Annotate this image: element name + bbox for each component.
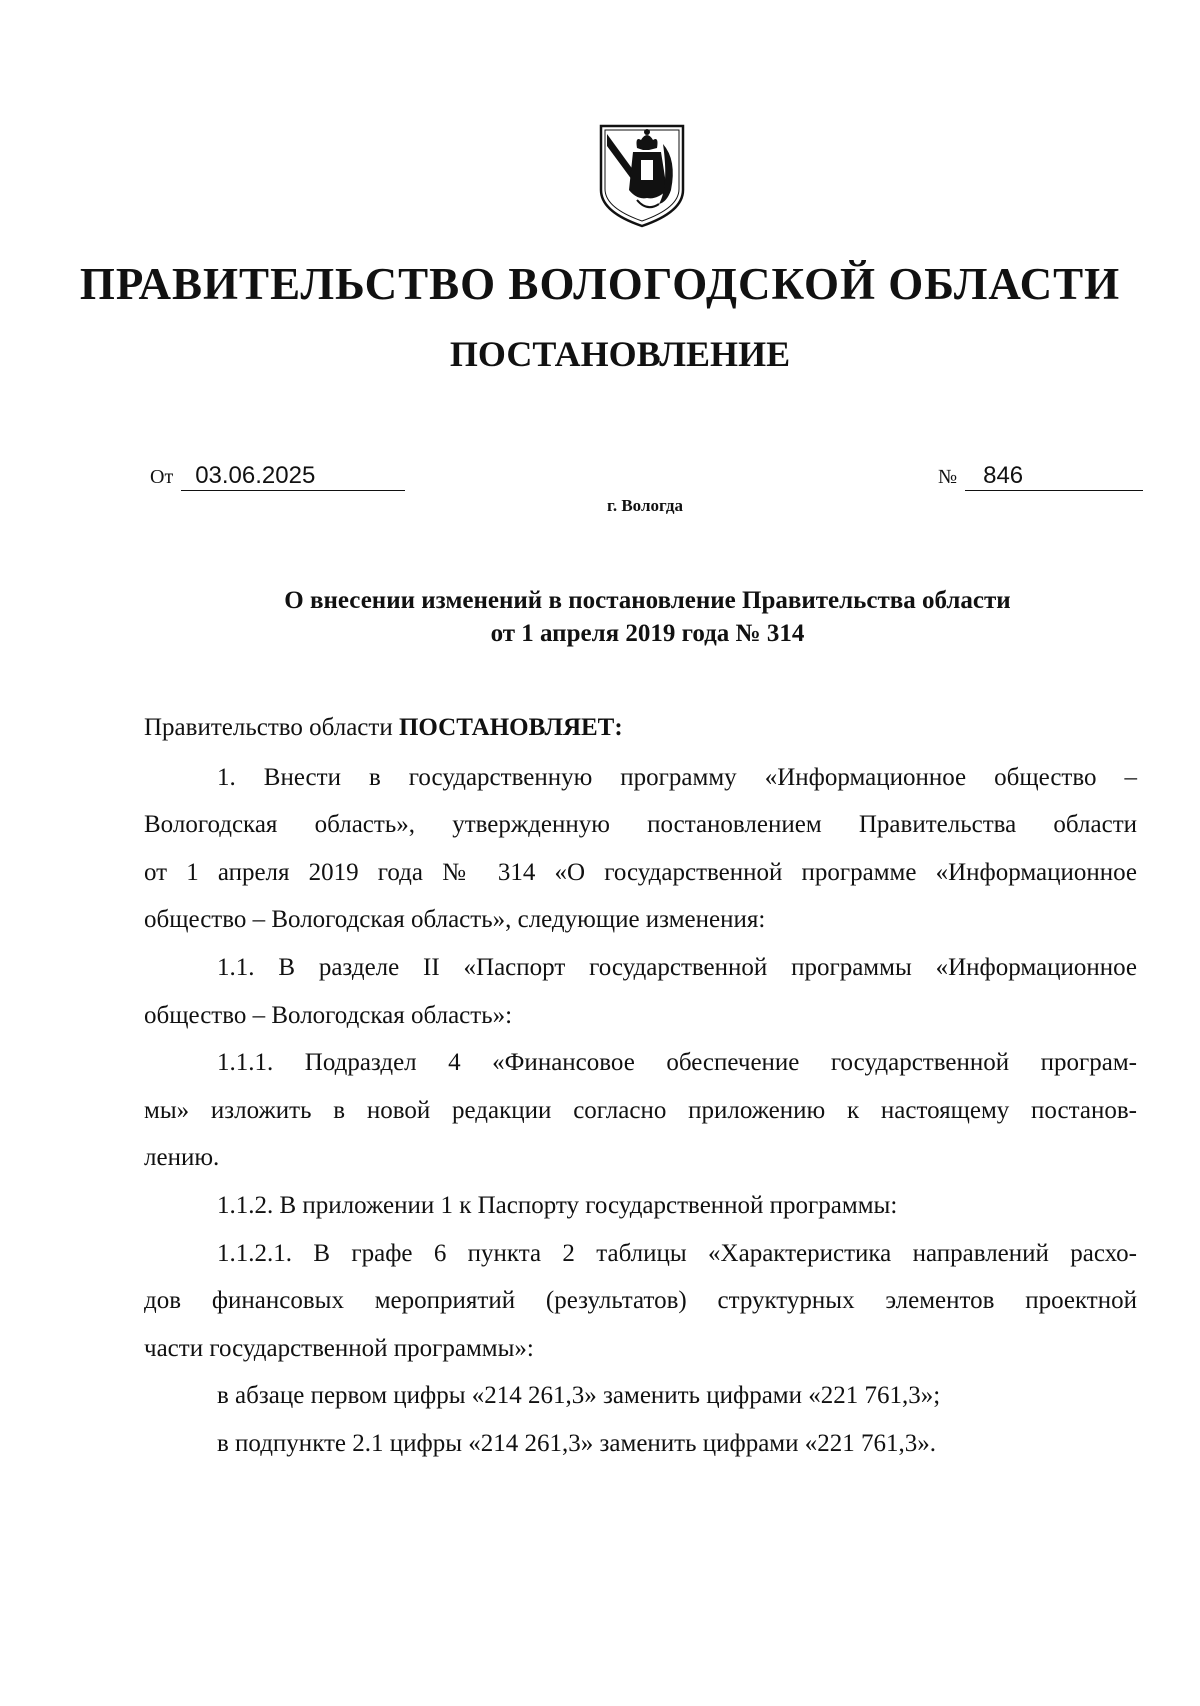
coat-of-arms-icon [597,120,687,230]
number-value: 846 [965,462,1143,491]
paragraph-5 [144,1230,1137,1373]
paragraph-line: общество – Вологодская область»: [144,1001,513,1029]
paragraph-line: лению. [144,1144,220,1172]
paragraph-3 [144,1039,1137,1182]
intro-text: Правительство области [144,714,399,741]
date-value: 03.06.2025 [181,462,405,491]
subject-line-2: от 1 апреля 2019 года № 314 [490,620,805,647]
paragraph-line: в абзаце первом цифры «214 261,3» заменить цифрами «221 761,3»; [217,1382,941,1410]
paragraph-line: 1.1.2. В приложении 1 к Паспорту государственной программы: [217,1191,898,1219]
paragraph-4 [144,1182,1137,1230]
paragraph-2 [144,944,1137,1039]
government-title: ПРАВИТЕЛЬСТВО ВОЛОГОДСКОЙ ОБЛАСТИ [79,259,1121,309]
paragraph-1 [144,754,1137,944]
paragraph-line: общество – Вологодская область», следующие изменения: [144,906,766,934]
paragraph-line: мы» изложить в новой редакции согласно приложению к настоящему постанов- [144,1096,1137,1124]
city: г. Вологда [607,496,683,515]
paragraph-line: части государственной программы»: [144,1334,534,1362]
number-field [938,462,1143,491]
paragraph-line: 1.1.1. Подраздел 4 «Финансовое обеспечение государственной програм- [217,1049,1137,1077]
paragraph-6 [144,1372,1137,1420]
document-body [144,704,1137,1468]
paragraph-line: дов финансовых мероприятий (результатов) структурных элементов проектной [144,1287,1137,1315]
subject-line-1: О внесении изменений в постановление Правительства области [284,587,1011,614]
paragraph-line: Вологодская область», утвержденную постановлением Правительства области [144,811,1137,839]
date-prefix: От [150,466,174,488]
paragraph-7 [144,1420,1137,1468]
paragraph-line: 1.1.2.1. В графе 6 пункта 2 таблицы «Характеристика направлений расхо- [217,1239,1137,1267]
paragraph-line: 1. Внести в государственную программу «Информационное общество – [217,763,1137,791]
intro-resolves: ПОСТАНОВЛЯЕТ: [398,714,623,741]
number-prefix: № [938,466,958,488]
paragraph-line: 1.1. В разделе II «Паспорт государственной программы «Информационное [217,953,1137,981]
document-type: ПОСТАНОВЛЕНИЕ [449,334,791,374]
document-subject [150,584,1125,650]
paragraph-line: в подпункте 2.1 цифры «214 261,3» заменить цифрами «221 761,3». [217,1429,937,1457]
intro-paragraph [144,704,1137,752]
date-field [150,462,405,491]
paragraph-line: от 1 апреля 2019 года № 314 «О государственной программе «Информационное [144,858,1137,886]
